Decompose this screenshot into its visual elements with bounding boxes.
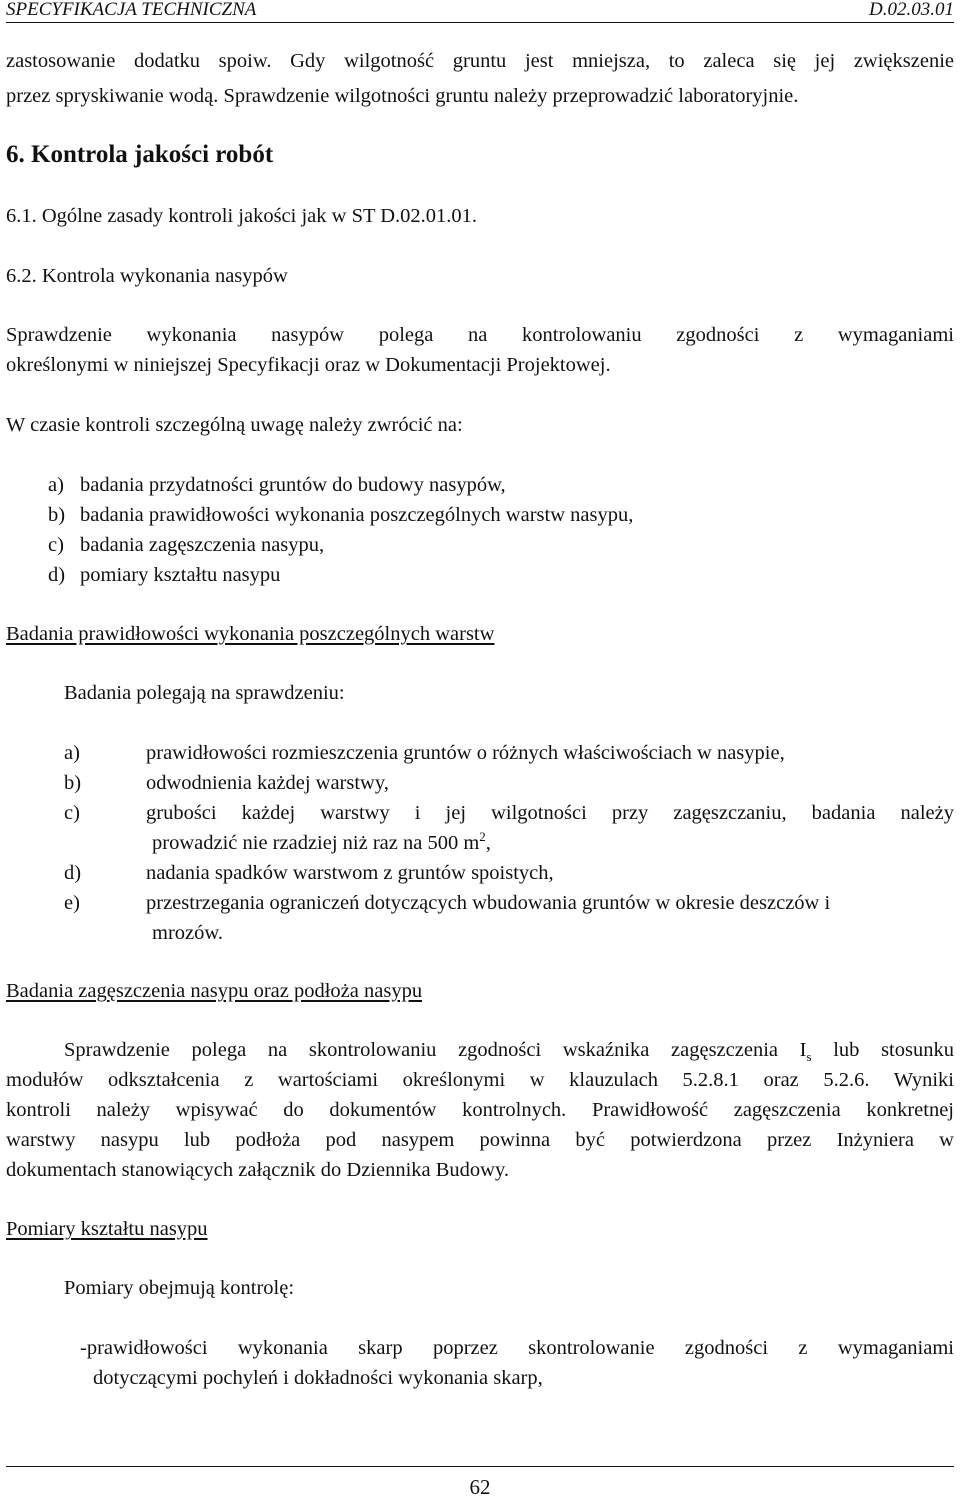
page-header xyxy=(6,0,954,23)
underlined-subheading: Pomiary kształtu nasypu xyxy=(6,1218,208,1240)
paragraph-line: zastosowanie dodatku spoiw. Gdy wilgotność gruntu jest mniejsza, to zaleca się jej zwiększenie xyxy=(6,50,954,72)
list-item: c) badania zagęszczenia nasypu, xyxy=(48,534,325,556)
header-title: SPECYFIKACJA TECHNICZNA xyxy=(6,0,257,20)
paragraph-line: Sprawdzenie wykonania nasypów polega na kontrolowaniu zgodności z wymaganiami xyxy=(6,324,954,346)
list-item: d) pomiary kształtu nasypu xyxy=(48,564,281,586)
header-code: D.02.03.01 xyxy=(869,0,954,20)
list-item-continuation: mrozów. xyxy=(152,922,223,944)
paragraph-line: dotyczącymi pochyleń i dokładności wykonania skarp, xyxy=(93,1367,543,1389)
subsection-heading: 6.1. Ogólne zasady kontroli jakości jak w ST D.02.01.01. xyxy=(6,205,478,227)
paragraph-line: Sprawdzenie polega na skontrolowaniu zgodności wskaźnika zagęszczenia $I_s$ lub stosunku xyxy=(64,1039,954,1065)
underlined-subheading: Badania zagęszczenia nasypu oraz podłoża nasypu xyxy=(6,980,423,1002)
list-item: c) grubości każdej warstwy i jej wilgotności przy zagęszczaniu, badania należy xyxy=(64,802,954,824)
paragraph-line: określonymi w niniejszej Specyfikacji oraz w Dokumentacji Projektowej. xyxy=(6,354,611,376)
paragraph-line: -prawidłowości wykonania skarp poprzez skontrolowanie zgodności z wymaganiami xyxy=(80,1337,954,1359)
subsection-heading: 6.2. Kontrola wykonania nasypów xyxy=(6,265,288,287)
list-item-continuation: prowadzić nie rzadziej niż raz na 500 $m^2$, xyxy=(152,829,491,854)
underlined-subheading: Badania prawidłowości wykonania poszczególnych warstw xyxy=(6,623,495,645)
paragraph-line: kontroli należy wpisywać do dokumentów kontrolnych. Prawidłowość zagęszczenia konkretnej xyxy=(6,1099,954,1121)
list-item: e) przestrzegania ograniczeń dotyczących wbudowania gruntów w okresie deszczów i xyxy=(64,892,831,914)
paragraph-line: przez spryskiwanie wodą. Sprawdzenie wilgotności gruntu należy przeprowadzić laboratoryjnie. xyxy=(6,85,799,107)
list-item: b) badania prawidłowości wykonania poszczególnych warstw nasypu, xyxy=(48,504,634,526)
paragraph-line: W czasie kontroli szczególną uwagę należy zwrócić na: xyxy=(6,414,463,436)
paragraph-line: dokumentach stanowiących załącznik do Dziennika Budowy. xyxy=(6,1159,510,1181)
footer-rule xyxy=(6,1466,954,1467)
list-item: d) nadania spadków warstwom z gruntów spoistych, xyxy=(64,862,554,884)
paragraph-line: Pomiary obejmują kontrolę: xyxy=(64,1277,295,1299)
list-item: a) badania przydatności gruntów do budowy nasypów, xyxy=(48,474,506,496)
paragraph-line: Badania polegają na sprawdzeniu: xyxy=(64,682,345,704)
paragraph-line: warstwy nasypu lub podłoża pod nasypem powinna być potwierdzona przez Inżyniera w xyxy=(6,1129,954,1151)
paragraph-line: modułów odkształcenia z wartościami określonymi w klauzulach 5.2.8.1 oraz 5.2.6. Wyniki xyxy=(6,1069,954,1091)
page-number: 62 xyxy=(469,1475,491,1499)
list-item: b) odwodnienia każdej warstwy, xyxy=(64,772,389,794)
list-item: a) prawidłowości rozmieszczenia gruntów o różnych właściwościach w nasypie, xyxy=(64,742,785,764)
section-heading: 6. Kontrola jakości robót xyxy=(6,141,274,168)
